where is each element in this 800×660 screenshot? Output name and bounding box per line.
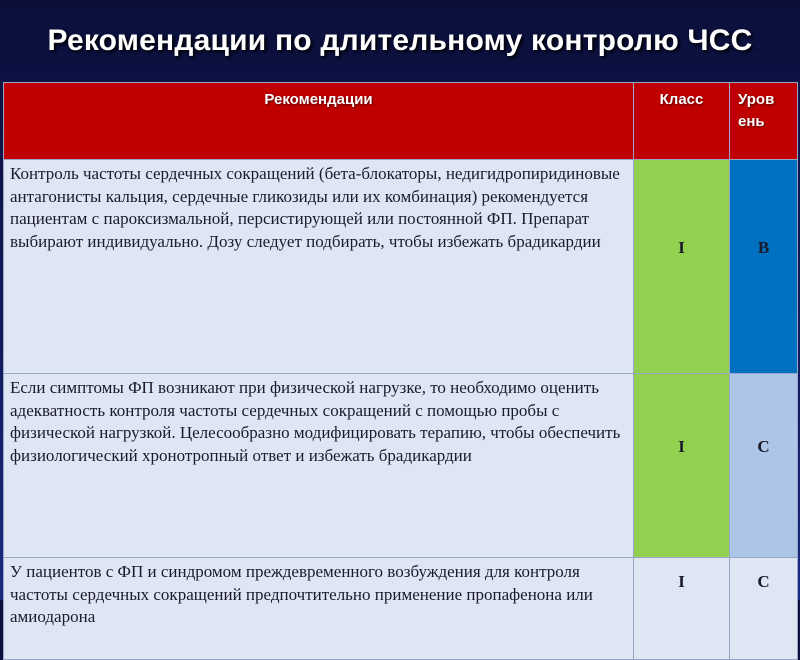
level-cell: C — [730, 374, 798, 558]
table-row — [4, 558, 798, 660]
header-recommendations: Рекомендации — [4, 83, 634, 160]
class-cell: I — [634, 374, 730, 558]
recommendations-table — [3, 82, 798, 660]
class-cell: I — [634, 558, 730, 660]
recommendation-text: У пациентов с ФП и синдромом преждевременного возбуждения для контроля частоты сердечных сокращений предпочтительно применение пропафенона или амиодарона — [4, 558, 634, 660]
recommendation-text: Контроль частоты сердечных сокращений (бета-блокаторы, недигидропиридиновые антагонисты кальция, сердечные гликозиды или их комбинация) рекомендуется пациентам с пароксизмальной, персистирующей или постоянной ФП. Препарат выбирают индивидуально. Дозу следует подбирать, чтобы избежать брадикардии — [4, 160, 634, 374]
header-class: Класс — [634, 83, 730, 160]
recommendation-text: Если симптомы ФП возникают при физической нагрузке, то необходимо оценить адекватность контроля частоты сердечных сокращений с помощью пробы с физической нагрузкой. Целесообразно модифицировать терапию, чтобы обеспечить физиологический хронотропный ответ и избежать брадикардии — [4, 374, 634, 558]
table-row — [4, 160, 798, 374]
slide-title: Рекомендации по длительному контролю ЧСС — [47, 24, 753, 57]
class-cell: I — [634, 160, 730, 374]
level-cell: C — [730, 558, 798, 660]
header-level: Уров ень — [730, 83, 798, 160]
level-cell: B — [730, 160, 798, 374]
table-header-row — [4, 83, 798, 160]
table-row — [4, 374, 798, 558]
